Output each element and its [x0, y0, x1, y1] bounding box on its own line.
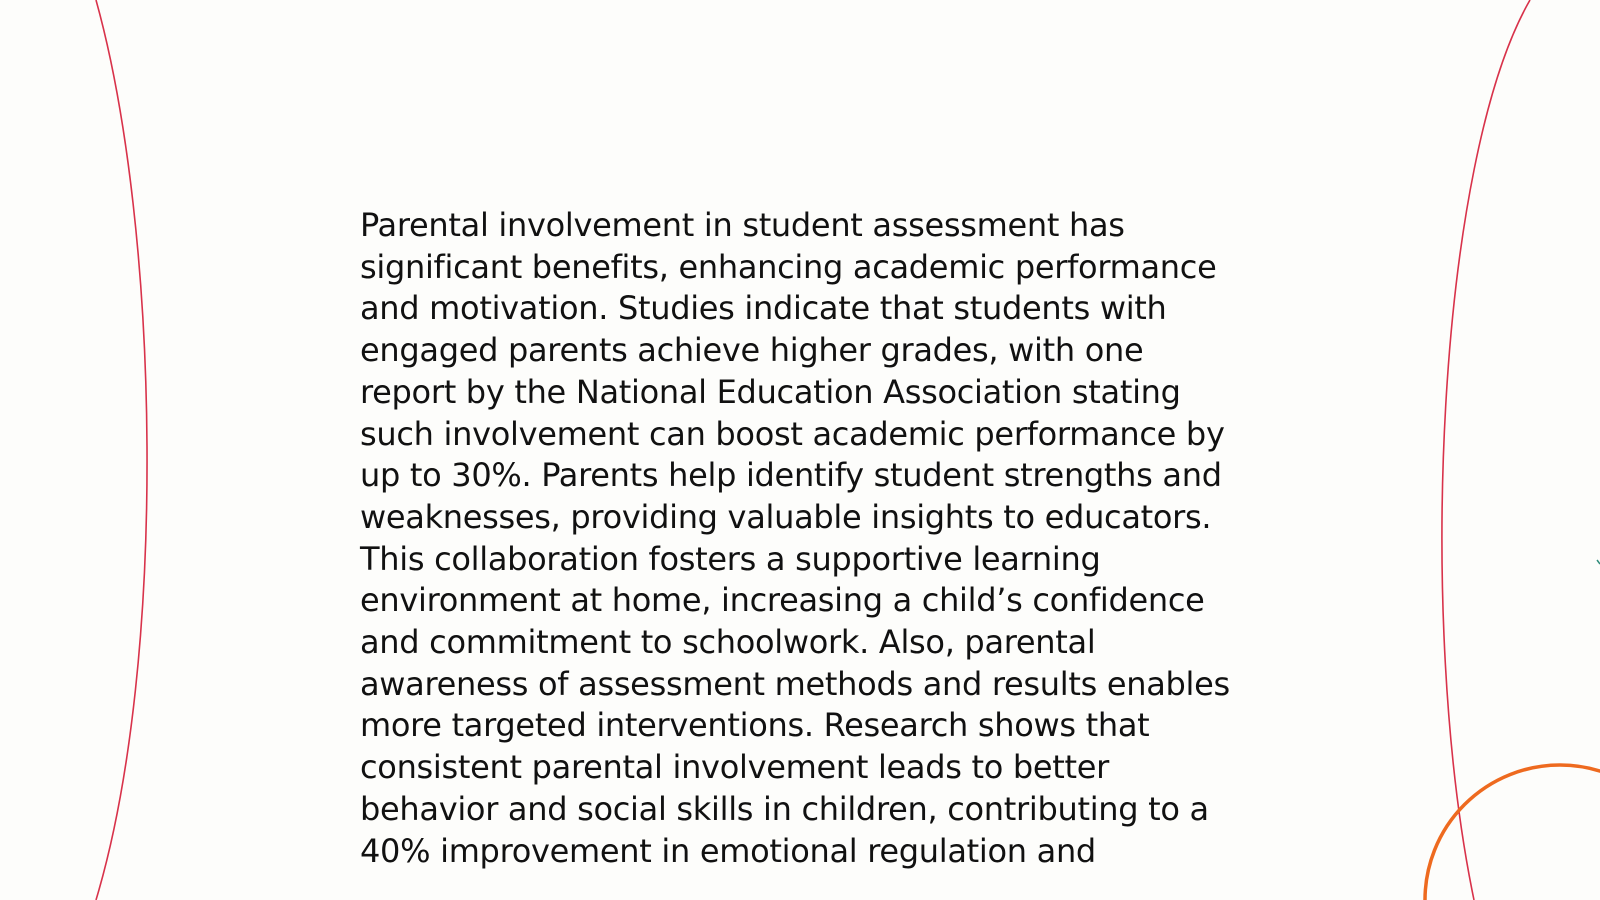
- left-arc-line: [96, 0, 147, 900]
- orange-circle-outline: [1425, 765, 1600, 900]
- body-paragraph: Parental involvement in student assessment has significant benefits, enhancing academic performance and motivation. Studies indicate that students with engaged parents achieve higher grades, with one report by the National Education Association stating such involvement can boost academic performance by up to 30%. Parents help identify student strengths and weaknesses, providing valuable insights to educators. This collaboration fosters a supportive learning environment at home, increasing a child’s confidence and commitment to schoolwork. Also, parental awareness of assessment methods and results enables more targeted interventions. Research shows that consistent parental involvement leads to better behavior and social skills in children, contributing to a 40% improvement in emotional regulation and: [360, 206, 1230, 870]
- right-arc-line: [1442, 0, 1530, 900]
